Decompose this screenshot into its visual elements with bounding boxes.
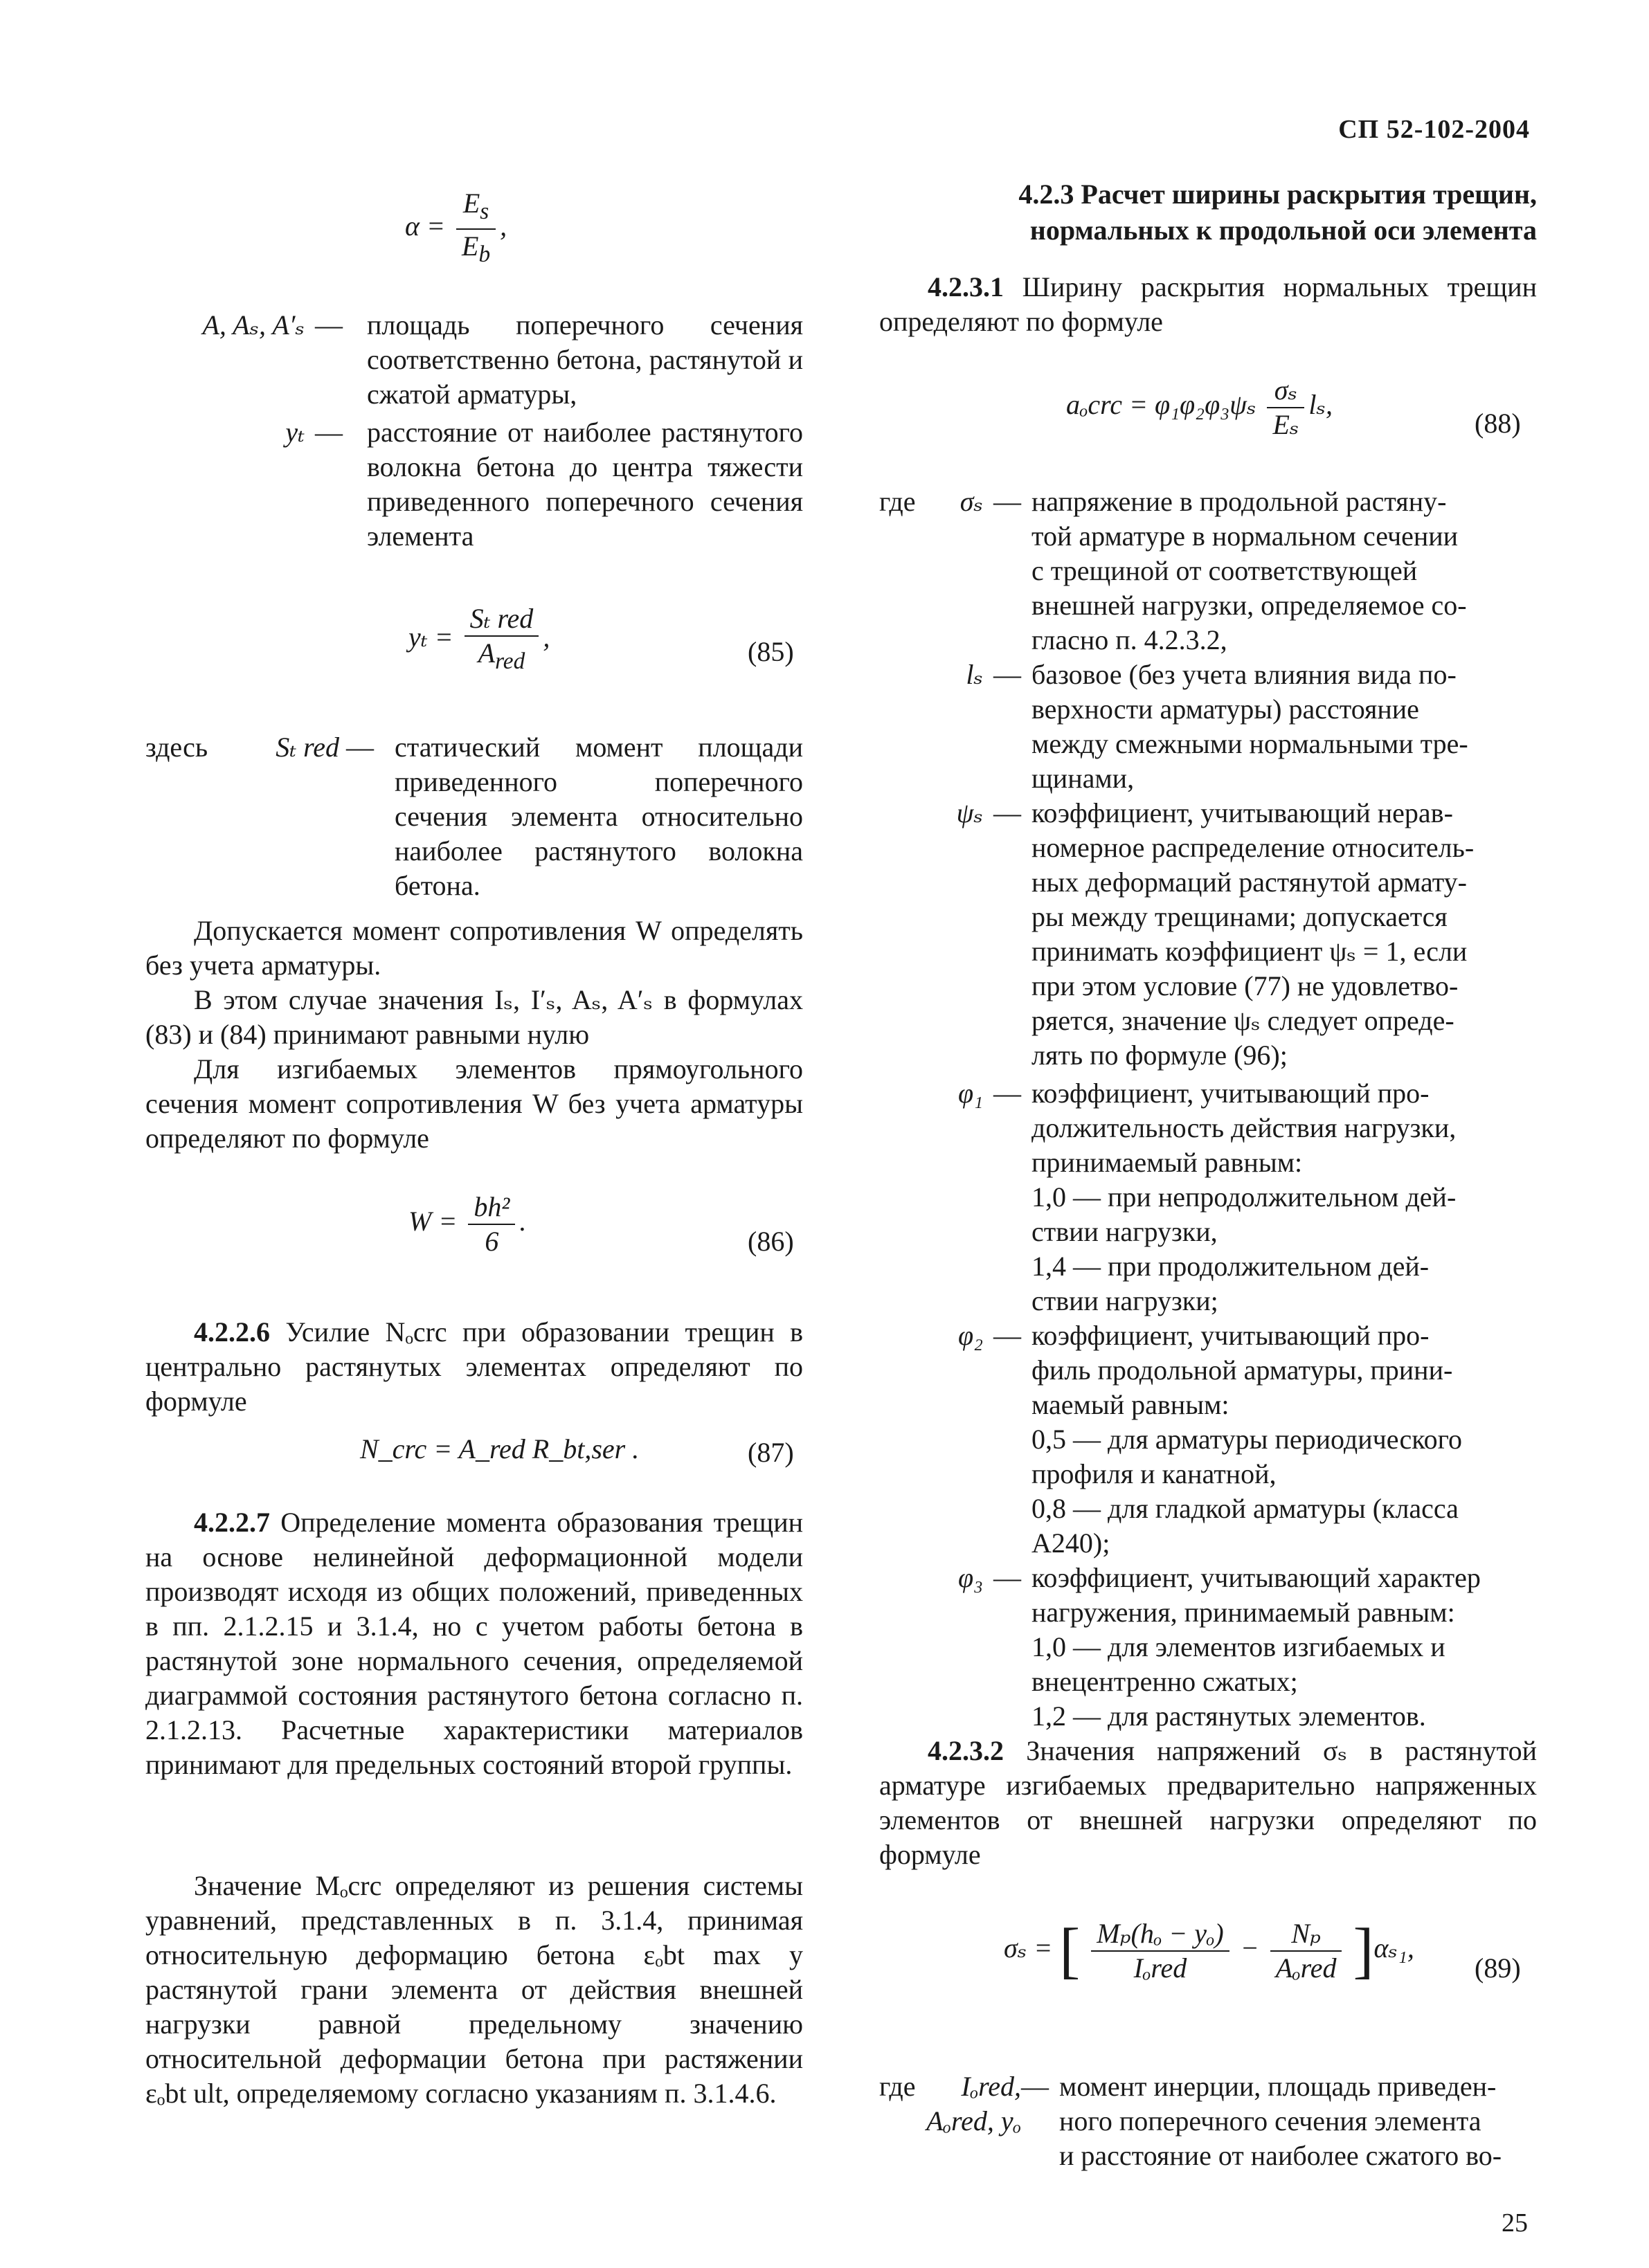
formula-87: N_crc = A_red R_bt,ser .: [360, 1433, 640, 1464]
formula-88: aₒcrc = φ₁φ₂φ₃ψₛ $\frac{\text{σₛ}}{\text{Eₛ}}$ lₛ,: [1066, 374, 1333, 440]
formula-85-number: (85): [748, 636, 794, 667]
formula-88-number: (88): [1475, 408, 1521, 439]
paragraph-rectangular: Для изгибаемых элементов прямоугольного сечения момент сопротивления W без учета арматуры определяют по формуле: [145, 1053, 803, 1154]
formula-85: yₜ = $\frac{\text{Sₜ red}}{A_{red}}$ ,: [408, 603, 550, 674]
section-423-title: 4.2.3 Расчет ширины раскрытия трещин, нормальных к продольной оси элемента: [1018, 179, 1537, 246]
section-4227: 4.2.2.7 Определение момента образования трещин на основе нелинейной деформационной модели производят исходя из общих положений, приведенных в пп. 2.1.2.15 и 3.1.4, но с учетом работы бетона в растянутой зоне нормального сечения, определяемой диаграммой состояния растянутого бетона согласно п. 2.1.2.13. Расчетные характеристики материалов принимают для предельных состояний второй группы.: [145, 1507, 804, 1780]
formula-89: σₛ = [ $\frac{\text{Mₚ(hₒ − yₒ)}}{\text{Iₒred}}$ − $\frac{\text{Nₚ}}{\text{Aₒred}}$ ]αₛ₁,: [1004, 1916, 1414, 1985]
formula-89-number: (89): [1475, 1952, 1521, 1984]
paragraph-mcrc: Значение Mₒcrc определяют из решения системы уравнений, представленных в п. 3.1.4, принимая относительную деформацию бетона εₒbt max у растянутой грани элемента от действия внешней нагрузки равной предельному значению относительной деформации бетона при растяжении εₒbt ult, определяемому согласно указаниям п. 3.1.4.6.: [145, 1870, 803, 2109]
formula-86: W = $\frac{\text{bh²}}{6}$ .: [408, 1191, 527, 1257]
formula-86-number: (86): [748, 1226, 794, 1257]
formula-alpha: α = $\frac{E_s}{E_b}$ ,: [405, 188, 507, 267]
section-4231: 4.2.3.1 Ширину раскрытия нормальных трещин определяют по формуле: [879, 271, 1537, 337]
page-number: 25: [1502, 2208, 1528, 2238]
paragraph-w-without-reinforcement: Допускается момент сопротивления W определять без учета арматуры.: [145, 915, 803, 981]
document-code: СП 52-102-2004: [1338, 115, 1530, 144]
paragraph-zero-values: В этом случае значения Iₛ, I′ₛ, Aₛ, A′ₛ в формулах (83) и (84) принимают равными нулю: [145, 984, 803, 1050]
section-4232: 4.2.3.2 Значения напряжений σₛ в растянутой арматуре изгибаемых предварительно напряженных элементов от внешней нагрузки определяют по формуле: [879, 1735, 1537, 1870]
section-4226: 4.2.2.6 Усилие Nₒcrc при образовании трещин в центрально растянутых элементах определяют по формуле: [145, 1316, 804, 1417]
formula-87-number: (87): [748, 1437, 794, 1468]
